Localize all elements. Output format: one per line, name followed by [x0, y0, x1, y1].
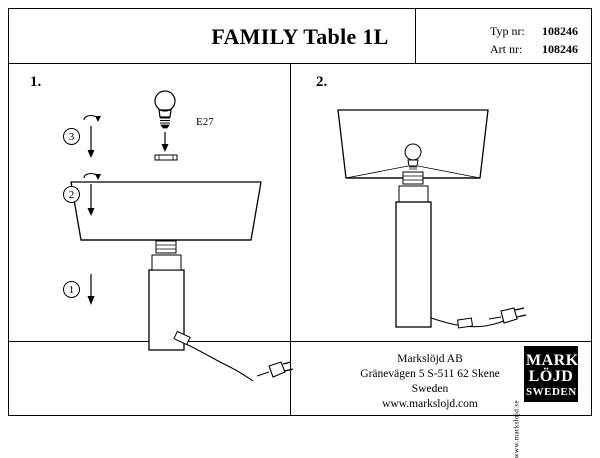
power-plug-icon-step1	[255, 360, 295, 386]
logo-line-3: SWEDEN	[526, 386, 577, 398]
logo-side-url: www.markslojd.se	[512, 400, 520, 458]
website[interactable]: www.markslojd.com	[382, 398, 478, 410]
socket-connector	[403, 172, 423, 184]
markslojd-logo	[524, 346, 589, 402]
article-number-label: Art nr:	[490, 42, 523, 56]
type-number-label: Typ nr:	[490, 24, 525, 38]
callout-3: 3	[63, 128, 80, 145]
callout-1: 1	[63, 281, 80, 298]
page-title: FAMILY Table 1L	[211, 24, 389, 49]
step-1-number: 1.	[30, 74, 42, 90]
shade-connector	[156, 241, 176, 253]
type-number-value: 108246	[542, 24, 578, 38]
type-number-row	[490, 22, 578, 40]
shade-ring	[155, 155, 177, 160]
logo-line-2: LÖJD	[528, 368, 574, 385]
bulb-icon	[155, 91, 175, 128]
article-number-value: 108246	[542, 42, 578, 56]
rotate-arrow-2	[80, 168, 104, 223]
country: Sweden	[411, 383, 449, 395]
product-codes	[490, 22, 578, 58]
inline-switch-2	[458, 318, 473, 328]
manufacturer-address	[300, 352, 560, 412]
step-2-number: 2.	[316, 74, 328, 90]
logo-line-1: MARKS	[526, 352, 589, 369]
down-arrow-1	[80, 272, 104, 312]
lamp-shade-assembled	[338, 110, 488, 178]
rotate-arrow-3	[80, 110, 104, 165]
power-plug-icon-step2	[488, 305, 530, 333]
bulb-type-label: E27	[196, 116, 214, 128]
header-divider	[9, 63, 591, 64]
steps-vertical-divider	[290, 64, 291, 341]
callout-2: 2	[63, 186, 80, 203]
street-address: Gränevägen 5 S-511 62 Skene	[360, 368, 500, 380]
lamp-base-assembled	[396, 186, 431, 327]
company-name: Markslöjd AB	[397, 353, 463, 365]
article-number-row	[490, 40, 578, 58]
